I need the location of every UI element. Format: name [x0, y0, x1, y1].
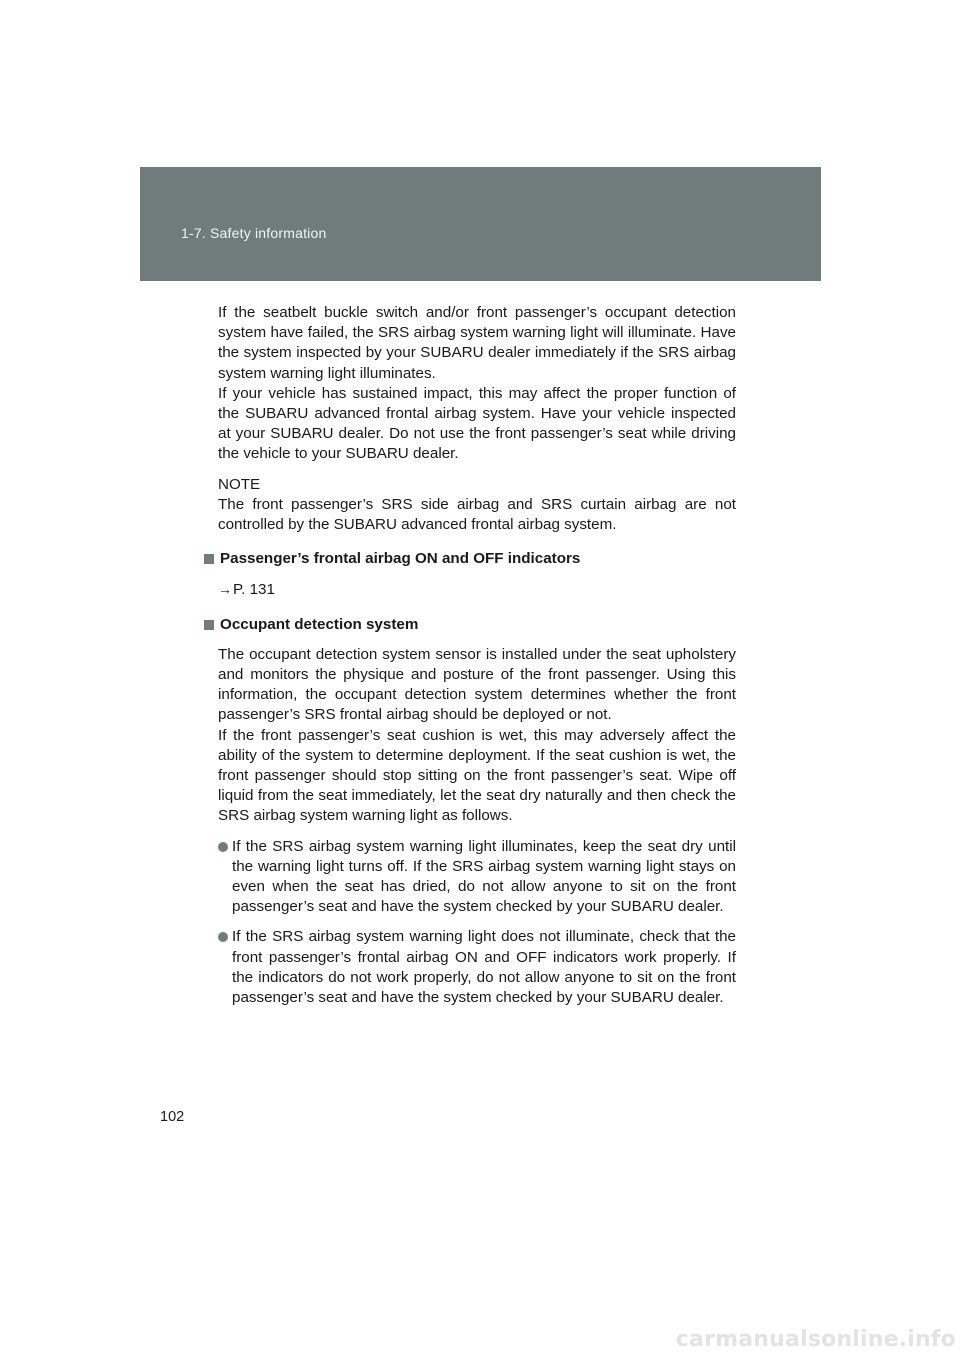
- list-item-text: If the SRS airbag system warning light illuminates, keep the seat dry until the warning light turns off. If the SRS airbag system warning light stays on even when the seat has dried, do not allow anyone to sit on the front passenger’s seat and have the system checked by your SUBARU dealer.: [232, 837, 736, 916]
- section-heading-text: Passenger’s frontal airbag ON and OFF indicators: [220, 550, 581, 568]
- square-bullet-icon: [204, 620, 214, 630]
- page-reference-text: P. 131: [233, 581, 275, 599]
- square-bullet-icon: [204, 554, 214, 564]
- list-item: [204, 927, 736, 1008]
- intro-paragraph-1: If the seatbelt buckle switch and/or front passenger’s occupant detection system have failed, the SRS airbag system warning light will illuminate. Have the system inspected by your SUBARU dealer immediately if the SRS airbag system warning light illuminates.: [218, 304, 736, 382]
- section-title: 1-7. Safety information: [181, 225, 327, 241]
- intro-paragraph-2: If your vehicle has sustained impact, this may affect the proper function of the SUBARU advanced frontal airbag system. Have your vehicle inspected at your SUBARU dealer. Do not use the front passenger’s seat while driving the vehicle to your SUBARU dealer.: [218, 384, 736, 463]
- occupant-paragraph-2: If the front passenger’s seat cushion is wet, this may adversely affect the ability of the system to determine deployment. If the seat cushion is wet, the front passenger should stop sitting on the front passenger’s seat. Wipe off liquid from the seat immediately, let the seat dry naturally and then check the SRS airbag system warning light as follows.: [218, 726, 736, 825]
- round-bullet-icon: [218, 842, 228, 852]
- page-number: 102: [160, 1109, 185, 1125]
- list-item-text: If the SRS airbag system warning light does not illuminate, check that the front passenger’s frontal airbag ON and OFF indicators work properly. If the indicators do not work properly, do not allow anyone to sit on the front passenger’s seat and have the system checked by your SUBARU dealer.: [232, 928, 736, 1007]
- watermark: carmanualsonline.info: [675, 1327, 956, 1352]
- section-heading-occupant-detection: [204, 615, 736, 635]
- note-label: NOTE: [218, 475, 261, 493]
- section-heading-airbag-indicators: [204, 549, 736, 569]
- occupant-paragraph-1: The occupant detection system sensor is installed under the seat upholstery and monitors the physique and posture of the front passenger. Using this information, the occupant detection system determines whether the front passenger’s SRS frontal airbag should be deployed or not.: [218, 645, 736, 724]
- arrow-right-icon: →: [218, 581, 232, 598]
- page-reference: [204, 579, 736, 600]
- note-text: The front passenger’s SRS side airbag and SRS curtain airbag are not controlled by the SUBARU advanced frontal airbag system.: [218, 495, 736, 534]
- chapter-header-band: [140, 167, 821, 281]
- section-heading-text: Occupant detection system: [220, 615, 419, 633]
- round-bullet-icon: [218, 932, 228, 942]
- list-item: [204, 837, 736, 918]
- page-content: [204, 303, 736, 1008]
